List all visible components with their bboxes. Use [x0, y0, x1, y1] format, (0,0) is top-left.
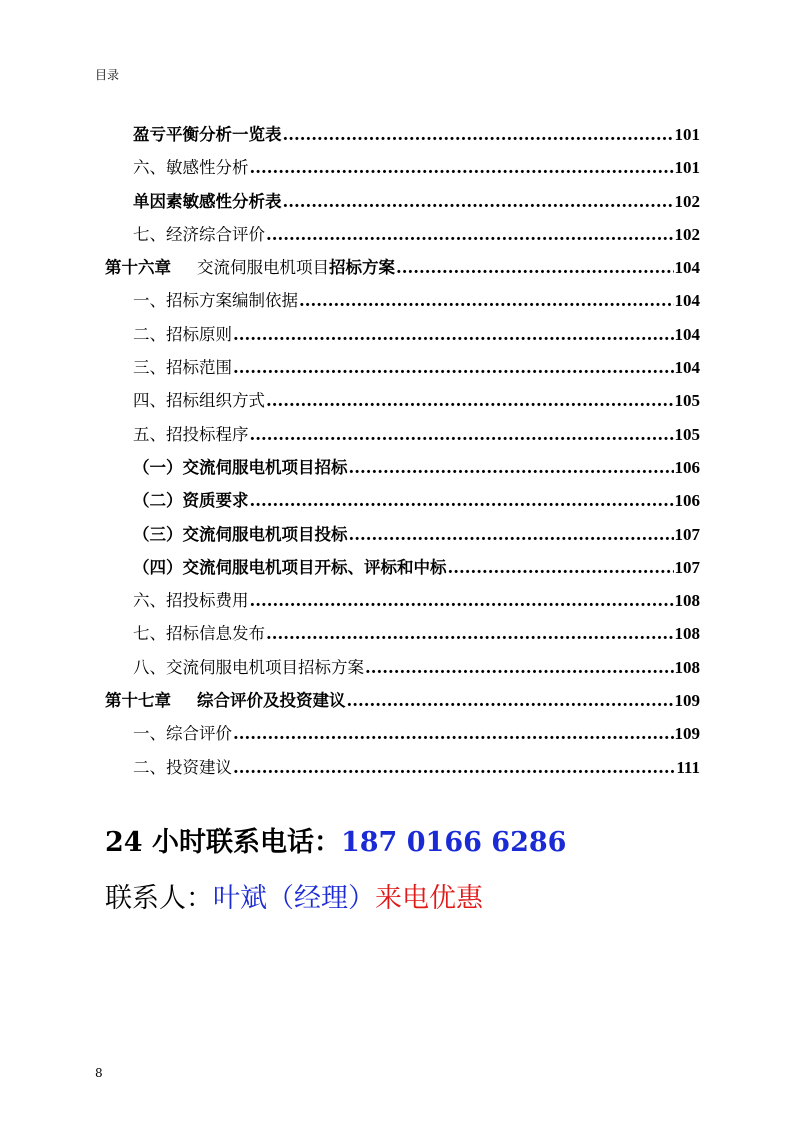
- toc-entry[interactable]: [105, 118, 700, 151]
- toc-entry-label: 三、招标范围: [133, 358, 232, 378]
- toc-entry[interactable]: [105, 185, 700, 218]
- toc-entry-page: 102: [674, 191, 700, 211]
- toc-chapter-label: [105, 251, 395, 284]
- toc-entry[interactable]: [105, 384, 700, 417]
- toc-entry[interactable]: [105, 651, 700, 684]
- toc-entry-label: 一、综合评价: [133, 724, 232, 744]
- toc-entry-label: 五、招投标程序: [133, 424, 249, 444]
- toc-entry[interactable]: [105, 484, 700, 517]
- toc-entry-label: 七、招标信息发布: [133, 624, 265, 644]
- toc-entry-page: 105: [674, 391, 700, 411]
- chapter-title-bold: 招标方案: [329, 258, 395, 278]
- contact-person-name: 叶斌（经理）: [213, 883, 375, 914]
- toc-leader-dots: [233, 751, 675, 784]
- toc-leader-dots: [283, 185, 674, 218]
- toc-entry[interactable]: [105, 617, 700, 650]
- toc-entry-label: （二）资质要求: [133, 491, 249, 511]
- chapter-title-plain: 交流伺服电机项目: [197, 258, 329, 278]
- toc-leader-dots: [266, 384, 674, 417]
- toc-entry[interactable]: [105, 451, 700, 484]
- toc-leader-dots: [448, 551, 674, 584]
- toc-leader-dots: [233, 318, 674, 351]
- toc-entry-label: 四、招标组织方式: [133, 391, 265, 411]
- toc-entry-label: 盈亏平衡分析一览表: [133, 125, 282, 144]
- toc-entry-page: 111: [676, 757, 700, 777]
- toc-entry[interactable]: [105, 351, 700, 384]
- contact-phone-line: [105, 820, 566, 859]
- toc-leader-dots: [349, 451, 674, 484]
- toc-leader-dots: [349, 518, 674, 551]
- contact-person-line: [105, 876, 483, 915]
- toc-entry[interactable]: [105, 218, 700, 251]
- table-of-contents: [105, 118, 700, 784]
- contact-promo-text: 来电优惠: [375, 883, 483, 914]
- toc-entry-label: 八、交流伺服电机项目招标方案: [133, 657, 364, 677]
- toc-entry[interactable]: [105, 551, 700, 584]
- toc-leader-dots: [250, 151, 674, 184]
- toc-entry-page: 106: [674, 457, 700, 477]
- toc-entry-label: 二、招标原则: [133, 324, 232, 344]
- toc-leader-dots: [365, 651, 674, 684]
- chapter-title-bold: 综合评价及投资建议: [197, 691, 346, 711]
- toc-entry-page: 101: [674, 158, 700, 178]
- toc-entry-label: 六、招投标费用: [133, 591, 249, 611]
- toc-entry[interactable]: [105, 584, 700, 617]
- page-number: 8: [95, 1066, 103, 1080]
- toc-leader-dots: [347, 684, 674, 717]
- toc-entry[interactable]: [105, 751, 700, 784]
- toc-entry-label: 六、敏感性分析: [133, 158, 249, 178]
- toc-entry-page: 109: [674, 724, 700, 744]
- toc-entry-label: （三）交流伺服电机项目投标: [133, 524, 348, 544]
- chapter-number: 第十七章: [105, 691, 171, 711]
- toc-entry-label: （一）交流伺服电机项目招标: [133, 457, 348, 477]
- page-header: 目录: [95, 68, 120, 82]
- toc-entry-label: （四）交流伺服电机项目开标、评标和中标: [133, 557, 447, 577]
- toc-chapter-label: [105, 684, 346, 717]
- toc-entry-page: 108: [674, 591, 700, 611]
- toc-entry[interactable]: [105, 518, 700, 551]
- toc-entry-label: 二、投资建议: [133, 757, 232, 777]
- toc-entry[interactable]: [105, 151, 700, 184]
- toc-entry-label: 单因素敏感性分析表: [133, 191, 282, 211]
- toc-leader-dots: [266, 617, 674, 650]
- contact-person-label: 联系人：: [105, 883, 213, 914]
- toc-entry[interactable]: [105, 418, 700, 451]
- toc-leader-dots: [250, 484, 674, 517]
- toc-leader-dots: [250, 418, 674, 451]
- toc-entry[interactable]: [105, 717, 700, 750]
- toc-leader-dots: [299, 284, 674, 317]
- toc-leader-dots: [233, 717, 674, 750]
- toc-entry-page: 107: [674, 557, 700, 577]
- toc-entry-page: 106: [674, 491, 700, 511]
- contact-phone-number[interactable]: 187 0166 6286: [340, 827, 567, 858]
- toc-leader-dots: [283, 118, 674, 151]
- contact-phone-label: 24 小时联系电话：: [105, 827, 341, 858]
- toc-entry[interactable]: [105, 318, 700, 351]
- toc-leader-dots: [396, 251, 674, 284]
- toc-leader-dots: [266, 218, 674, 251]
- toc-chapter-entry[interactable]: [105, 251, 700, 284]
- toc-entry-page: 102: [674, 224, 700, 244]
- toc-entry-page: 109: [674, 691, 700, 711]
- toc-entry-page: 108: [674, 657, 700, 677]
- toc-entry-page: 104: [674, 291, 700, 311]
- chapter-number: 第十六章: [105, 258, 171, 278]
- toc-leader-dots: [250, 584, 674, 617]
- toc-entry-page: 104: [674, 258, 700, 278]
- toc-entry-page: 104: [674, 358, 700, 378]
- toc-entry-label: 一、招标方案编制依据: [133, 291, 298, 311]
- toc-chapter-entry[interactable]: [105, 684, 700, 717]
- toc-entry[interactable]: [105, 284, 700, 317]
- toc-leader-dots: [233, 351, 674, 384]
- toc-entry-page: 101: [674, 125, 700, 144]
- toc-entry-page: 105: [674, 424, 700, 444]
- toc-entry-page: 104: [674, 324, 700, 344]
- toc-entry-page: 107: [674, 524, 700, 544]
- toc-entry-label: 七、经济综合评价: [133, 224, 265, 244]
- toc-entry-page: 108: [674, 624, 700, 644]
